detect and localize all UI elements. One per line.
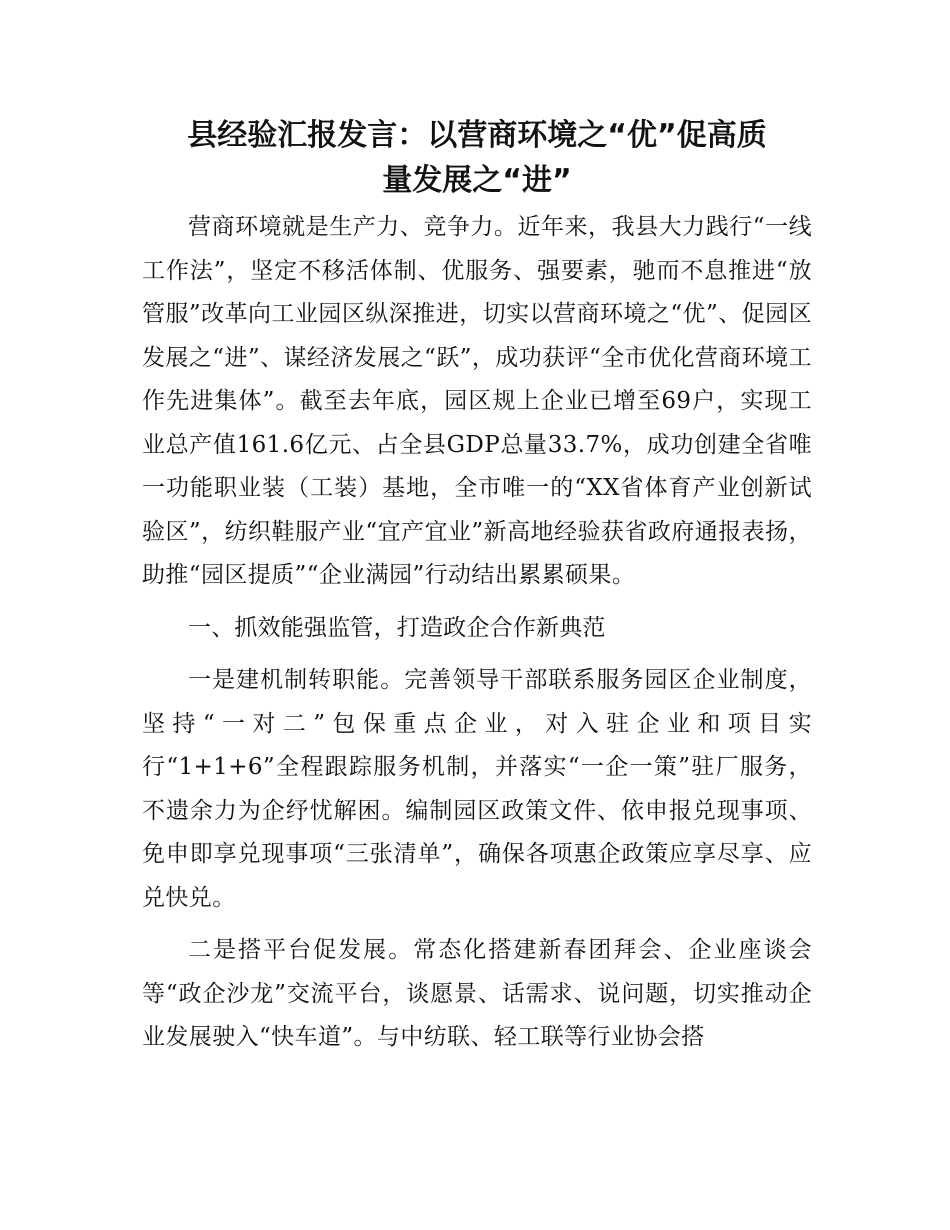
title-line-1: 县经验汇报发言：以营商环境之“优”促高质 [187, 118, 767, 153]
document-title [142, 113, 812, 203]
body-paragraph-mechanism: 一是建机制转职能。完善领导干部联系服务园区企业制度，坚持“一对二”包保重点企业，对入驻企业和项目实行“1+1+6”全程跟踪服务机制，并落实“一企一策”驻厂服务，不遗余力为企纾忧解困。编制园区政策文件、依申报兑现事项、免申即享兑现事项“三张清单”，确保各项惠企政策应享尽享、应兑快兑。 [142, 667, 812, 911]
intro-paragraph: 营商环境就是生产力、竞争力。近年来，我县大力践行“一线工作法”，坚定不移活体制、优服务、强要素，驰而不息推进“放管服”改革向工业园区纵深推进，切实以营商环境之“优”、促园区发展之“进”、谋经济发展之“跃”，成功获评“全市优化营商环境工作先进集体”。截至去年底，园区规上企业已增至69户，实现工业总产值161.6亿元、占全县GDP总量33.7%，成功创建全省唯一功能职业装（工装）基地，全市唯一的“XX省体育产业创新试验区”，纺织鞋服产业“宜产宜业”新高地经验获省政府通报表扬，助推“园区提质”“企业满园”行动结出累累硕果。 [142, 214, 812, 588]
title-line-2: 量发展之“进” [382, 163, 572, 198]
body-paragraph-platform: 二是搭平台促发展。常态化搭建新春团拜会、企业座谈会等“政企沙龙”交流平台，谈愿景、话需求、说问题，切实推动企业发展驶入“快车道”。与中纺联、轻工联等行业协会搭 [142, 937, 812, 1050]
section-heading-1: 一、抓效能强监管，打造政企合作新典范 [188, 614, 606, 641]
